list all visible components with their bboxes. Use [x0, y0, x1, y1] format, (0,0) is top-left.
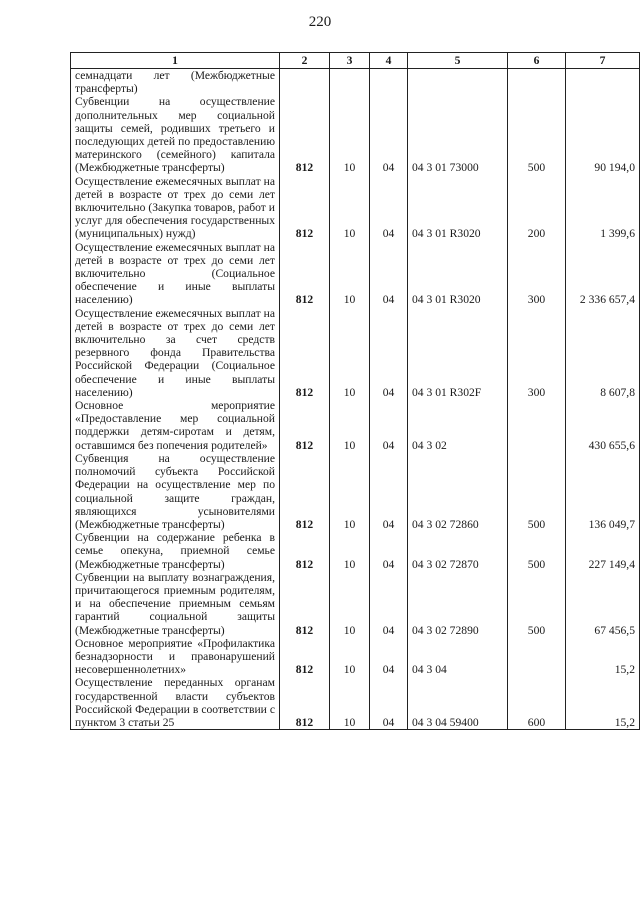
row-section: 10 [330, 95, 370, 174]
row-description: Субвенции на выплату вознаграждения, причитающегося приемным родителям, и на обеспечение приемным семьям гарантий социальной защиты (Межбюджетные трансферты) [71, 571, 280, 637]
row-section: 10 [330, 175, 370, 241]
row-section: 10 [330, 307, 370, 399]
row-amount: 2 336 657,4 [566, 241, 640, 307]
row-target-article: 04 3 04 59400 [408, 676, 508, 729]
row-subsection: 04 [370, 241, 408, 307]
row-subsection: 04 [370, 175, 408, 241]
row-subsection: 04 [370, 637, 408, 677]
table-row [71, 241, 640, 307]
row-subsection: 04 [370, 399, 408, 452]
row-subsection [370, 69, 408, 96]
row-target-article: 04 3 01 R302F [408, 307, 508, 399]
row-amount: 227 149,4 [566, 531, 640, 571]
row-target-article: 04 3 02 72870 [408, 531, 508, 571]
row-section: 10 [330, 399, 370, 452]
column-header-4: 4 [370, 53, 408, 69]
row-amount: 136 049,7 [566, 452, 640, 531]
row-expense-type: 500 [508, 531, 566, 571]
column-header-2: 2 [280, 53, 330, 69]
column-header-7: 7 [566, 53, 640, 69]
row-amount [566, 69, 640, 96]
table-row [71, 175, 640, 241]
row-expense-type: 500 [508, 571, 566, 637]
row-amount: 15,2 [566, 637, 640, 677]
table-row [71, 452, 640, 531]
row-ministry-code [280, 69, 330, 96]
row-expense-type: 300 [508, 307, 566, 399]
row-description: Осуществление ежемесячных выплат на детей в возрасте от трех до семи лет включительно за счет средств резервного фонда Правительства Российской Федерации (Социальное обеспечение и иные выплаты населению) [71, 307, 280, 399]
row-description: Субвенция на осуществление полномочий субъекта Российской Федерации на осуществление мер по социальной защите граждан, являющихся усыновителями (Межбюджетные трансферты) [71, 452, 280, 531]
row-ministry-code: 812 [280, 307, 330, 399]
row-ministry-code: 812 [280, 175, 330, 241]
row-description: Субвенции на осуществление дополнительных мер социальной защиты семей, родивших третьего и последующих детей по предоставлению материнского (семейного) капитала (Межбюджетные трансферты) [71, 95, 280, 174]
row-amount: 1 399,6 [566, 175, 640, 241]
header-row [71, 53, 640, 69]
row-target-article: 04 3 04 [408, 637, 508, 677]
row-description: Основное мероприятие «Профилактика безнадзорности и правонарушений несовершеннолетних» [71, 637, 280, 677]
row-expense-type: 500 [508, 95, 566, 174]
row-section: 10 [330, 241, 370, 307]
row-target-article [408, 69, 508, 96]
row-amount: 67 456,5 [566, 571, 640, 637]
table-row [71, 69, 640, 96]
row-section: 10 [330, 676, 370, 729]
row-section: 10 [330, 571, 370, 637]
row-ministry-code: 812 [280, 399, 330, 452]
row-expense-type: 300 [508, 241, 566, 307]
row-section: 10 [330, 637, 370, 677]
row-amount: 15,2 [566, 676, 640, 729]
row-ministry-code: 812 [280, 676, 330, 729]
table-row [71, 637, 640, 677]
table-row [71, 676, 640, 729]
row-expense-type [508, 637, 566, 677]
budget-table [70, 52, 640, 730]
table-row [71, 531, 640, 571]
row-target-article: 04 3 01 R3020 [408, 175, 508, 241]
column-header-3: 3 [330, 53, 370, 69]
row-amount: 8 607,8 [566, 307, 640, 399]
row-expense-type [508, 399, 566, 452]
row-subsection: 04 [370, 531, 408, 571]
row-subsection: 04 [370, 676, 408, 729]
row-ministry-code: 812 [280, 95, 330, 174]
row-target-article: 04 3 01 R3020 [408, 241, 508, 307]
row-expense-type: 500 [508, 452, 566, 531]
row-ministry-code: 812 [280, 531, 330, 571]
table-row [71, 399, 640, 452]
row-expense-type [508, 69, 566, 96]
row-description: семнадцати лет (Межбюджетные трансферты) [71, 69, 280, 96]
row-ministry-code: 812 [280, 452, 330, 531]
row-section [330, 69, 370, 96]
row-ministry-code: 812 [280, 241, 330, 307]
table-row [71, 571, 640, 637]
row-subsection: 04 [370, 95, 408, 174]
row-section: 10 [330, 531, 370, 571]
column-header-6: 6 [508, 53, 566, 69]
column-header-5: 5 [408, 53, 508, 69]
row-amount: 90 194,0 [566, 95, 640, 174]
row-ministry-code: 812 [280, 637, 330, 677]
row-target-article: 04 3 02 [408, 399, 508, 452]
row-target-article: 04 3 02 72860 [408, 452, 508, 531]
table-row [71, 95, 640, 174]
row-description: Осуществление переданных органам государственной власти субъектов Российской Федерации в соответствии с пунктом 3 статьи 25 [71, 676, 280, 729]
row-subsection: 04 [370, 452, 408, 531]
row-subsection: 04 [370, 307, 408, 399]
row-target-article: 04 3 01 73000 [408, 95, 508, 174]
page-number: 220 [308, 14, 332, 30]
row-description: Основное мероприятие «Предоставление мер социальной поддержки детям-сиротам и детям, оставшимся без попечения родителей» [71, 399, 280, 452]
row-description: Осуществление ежемесячных выплат на детей в возрасте от трех до семи лет включительно (Закупка товаров, работ и услуг для обеспечения государственных (муниципальных) нужд) [71, 175, 280, 241]
row-expense-type: 200 [508, 175, 566, 241]
row-ministry-code: 812 [280, 571, 330, 637]
row-amount: 430 655,6 [566, 399, 640, 452]
row-expense-type: 600 [508, 676, 566, 729]
row-subsection: 04 [370, 571, 408, 637]
row-section: 10 [330, 452, 370, 531]
column-header-1: 1 [71, 53, 280, 69]
table-row [71, 307, 640, 399]
row-description: Субвенции на содержание ребенка в семье опекуна, приемной семье (Межбюджетные трансферты) [71, 531, 280, 571]
row-target-article: 04 3 02 72890 [408, 571, 508, 637]
row-description: Осуществление ежемесячных выплат на детей в возрасте от трех до семи лет включительно (Социальное обеспечение и иные выплаты населению) [71, 241, 280, 307]
